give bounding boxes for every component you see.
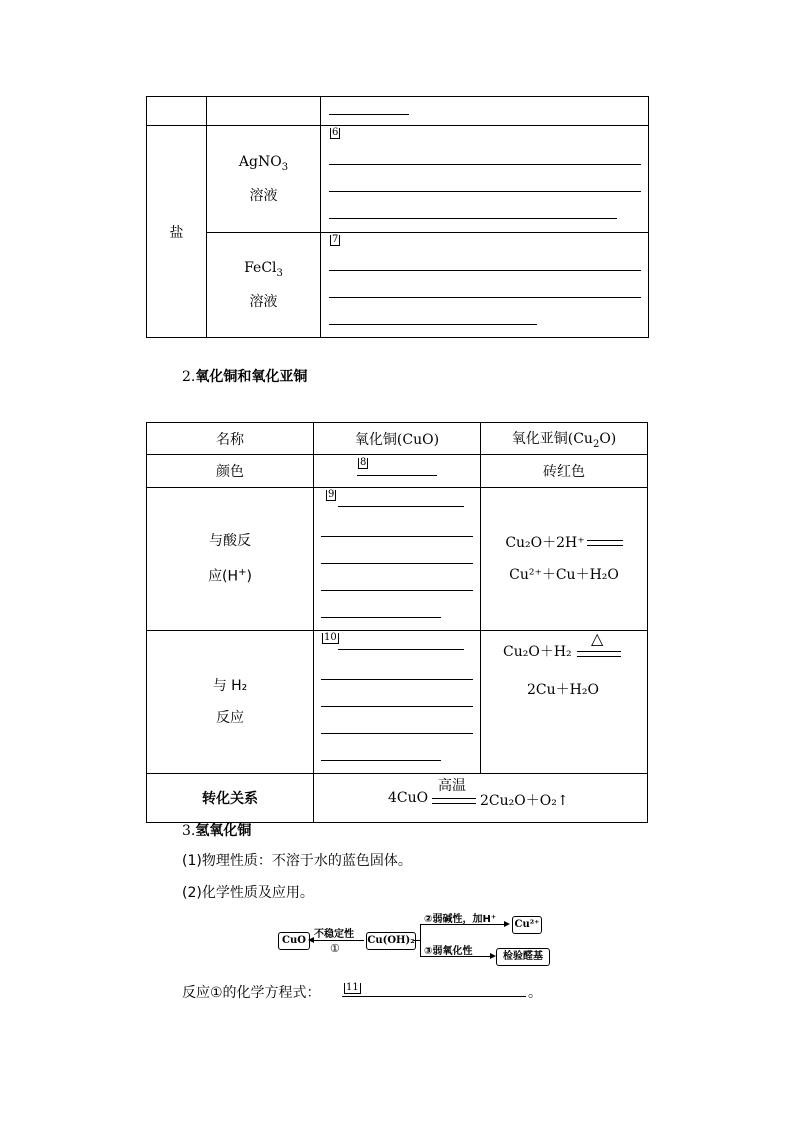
header-cu2o: 氧化亚铜$(Cu_2O)$ (481, 423, 648, 455)
acid-reaction-label: 与酸反 应(H+) (147, 488, 314, 631)
chemical-properties: (2)化学性质及应用。 (182, 885, 314, 901)
agno3-answer-cell (321, 126, 649, 233)
answer-blank-line[interactable] (329, 164, 641, 165)
branch1-label: ②弱碱性，加H⁺ (424, 914, 497, 925)
conversion-label: 转化关系 (147, 774, 314, 823)
answer-blank-line[interactable] (329, 191, 641, 192)
salt-category-label: 盐 (147, 126, 207, 338)
header-cuo: 氧化铜(CuO) (314, 423, 481, 455)
equals-sign (577, 651, 621, 657)
cu2o-color-value: 砖红色 (481, 455, 648, 488)
agno3-state: 溶液 (249, 187, 278, 204)
branch-connector (414, 940, 420, 941)
answer-blank-line[interactable] (321, 536, 473, 537)
answer-blank-line[interactable] (338, 506, 464, 507)
answer-blank-line[interactable] (342, 996, 526, 997)
fecl3-formula: FeCl$_3$ (244, 260, 283, 279)
answer-blank-line[interactable] (329, 270, 641, 271)
cuo-box: CuO (278, 932, 310, 950)
answer-blank-line[interactable] (338, 649, 464, 650)
section-3-title: 3.氢氧化铜 (182, 823, 252, 839)
aldehyde-test-box: 检验醛基 (496, 948, 550, 966)
answer-blank-line[interactable] (329, 114, 409, 115)
equals-sign (587, 540, 623, 546)
row-reagent-cell (207, 97, 321, 126)
answer-cell (321, 97, 649, 126)
copper-oxide-table (146, 422, 648, 823)
cuoh2-diagram (274, 910, 554, 972)
answer-number-10: 10 (324, 632, 337, 643)
cu2o-acid-equation: Cu₂O＋2H⁺ Cu²⁺＋Cu＋H₂O (481, 488, 648, 631)
answer-blank-line[interactable] (321, 617, 441, 618)
answer-number-9: 9 (328, 489, 335, 500)
answer-number-11: 11 (346, 982, 359, 993)
answer-blank-line[interactable] (321, 706, 473, 707)
conversion-equation: 4CuO 高温 2Cu₂O＋O₂↑ (314, 774, 648, 823)
h2-reaction-label: 与 H₂ 反应 (147, 631, 314, 774)
branch-vertical-line (420, 924, 421, 956)
reverse-arrow (310, 940, 364, 941)
section-2-title: 2.氧化铜和氧化亚铜 (182, 369, 308, 385)
answer-blank-line[interactable] (329, 324, 537, 325)
answer-blank-line[interactable] (321, 679, 473, 680)
physical-properties: (1)物理性质：不溶于水的蓝色固体。 (182, 853, 412, 869)
answer-number-7: 7 (332, 234, 339, 245)
reaction-1-prompt: 反应①的化学方程式： (182, 985, 321, 1001)
heat-condition: △ (591, 629, 604, 648)
arrow-head-icon (308, 937, 314, 943)
cu2plus-box: Cu²⁺ (512, 916, 542, 934)
agno3-formula: AgNO$_3$ (238, 154, 289, 173)
branch2-label: ③弱氧化性 (424, 946, 473, 957)
answer-blank-line[interactable] (321, 760, 441, 761)
arrow-head-icon (504, 921, 510, 927)
answer-blank-line[interactable] (321, 590, 473, 591)
answer-number-8: 8 (360, 457, 367, 468)
cu2o-h2-equation: Cu₂O＋H₂ △ 2Cu＋H₂O (481, 631, 648, 774)
cuo-acid-answer-cell (314, 488, 481, 631)
arrow-label-bottom: ① (330, 942, 340, 955)
fecl3-state: 溶液 (249, 293, 278, 310)
reaction-1-period: 。 (528, 985, 542, 1001)
answer-blank-line[interactable] (321, 563, 473, 564)
row-category-cell (147, 97, 207, 126)
cuo-color-answer-cell (314, 455, 481, 488)
cuo-h2-answer-cell (314, 631, 481, 774)
answer-blank-line[interactable] (329, 297, 641, 298)
fecl3-reagent-cell (207, 233, 321, 338)
salt-reaction-table (146, 96, 649, 338)
color-label: 颜色 (147, 455, 314, 488)
arrow-label-top: 不稳定性 (314, 929, 354, 940)
cuoh2-box: Cu(OH)₂ (366, 932, 416, 950)
answer-number-6: 6 (332, 127, 339, 138)
header-name: 名称 (147, 423, 314, 455)
equals-sign (432, 798, 476, 804)
answer-blank-line[interactable] (321, 733, 473, 734)
answer-blank-line[interactable] (329, 218, 617, 219)
answer-blank-line[interactable] (357, 475, 437, 476)
fecl3-answer-cell (321, 233, 649, 338)
agno3-reagent-cell (207, 126, 321, 233)
high-temp-condition: 高温 (438, 778, 466, 794)
